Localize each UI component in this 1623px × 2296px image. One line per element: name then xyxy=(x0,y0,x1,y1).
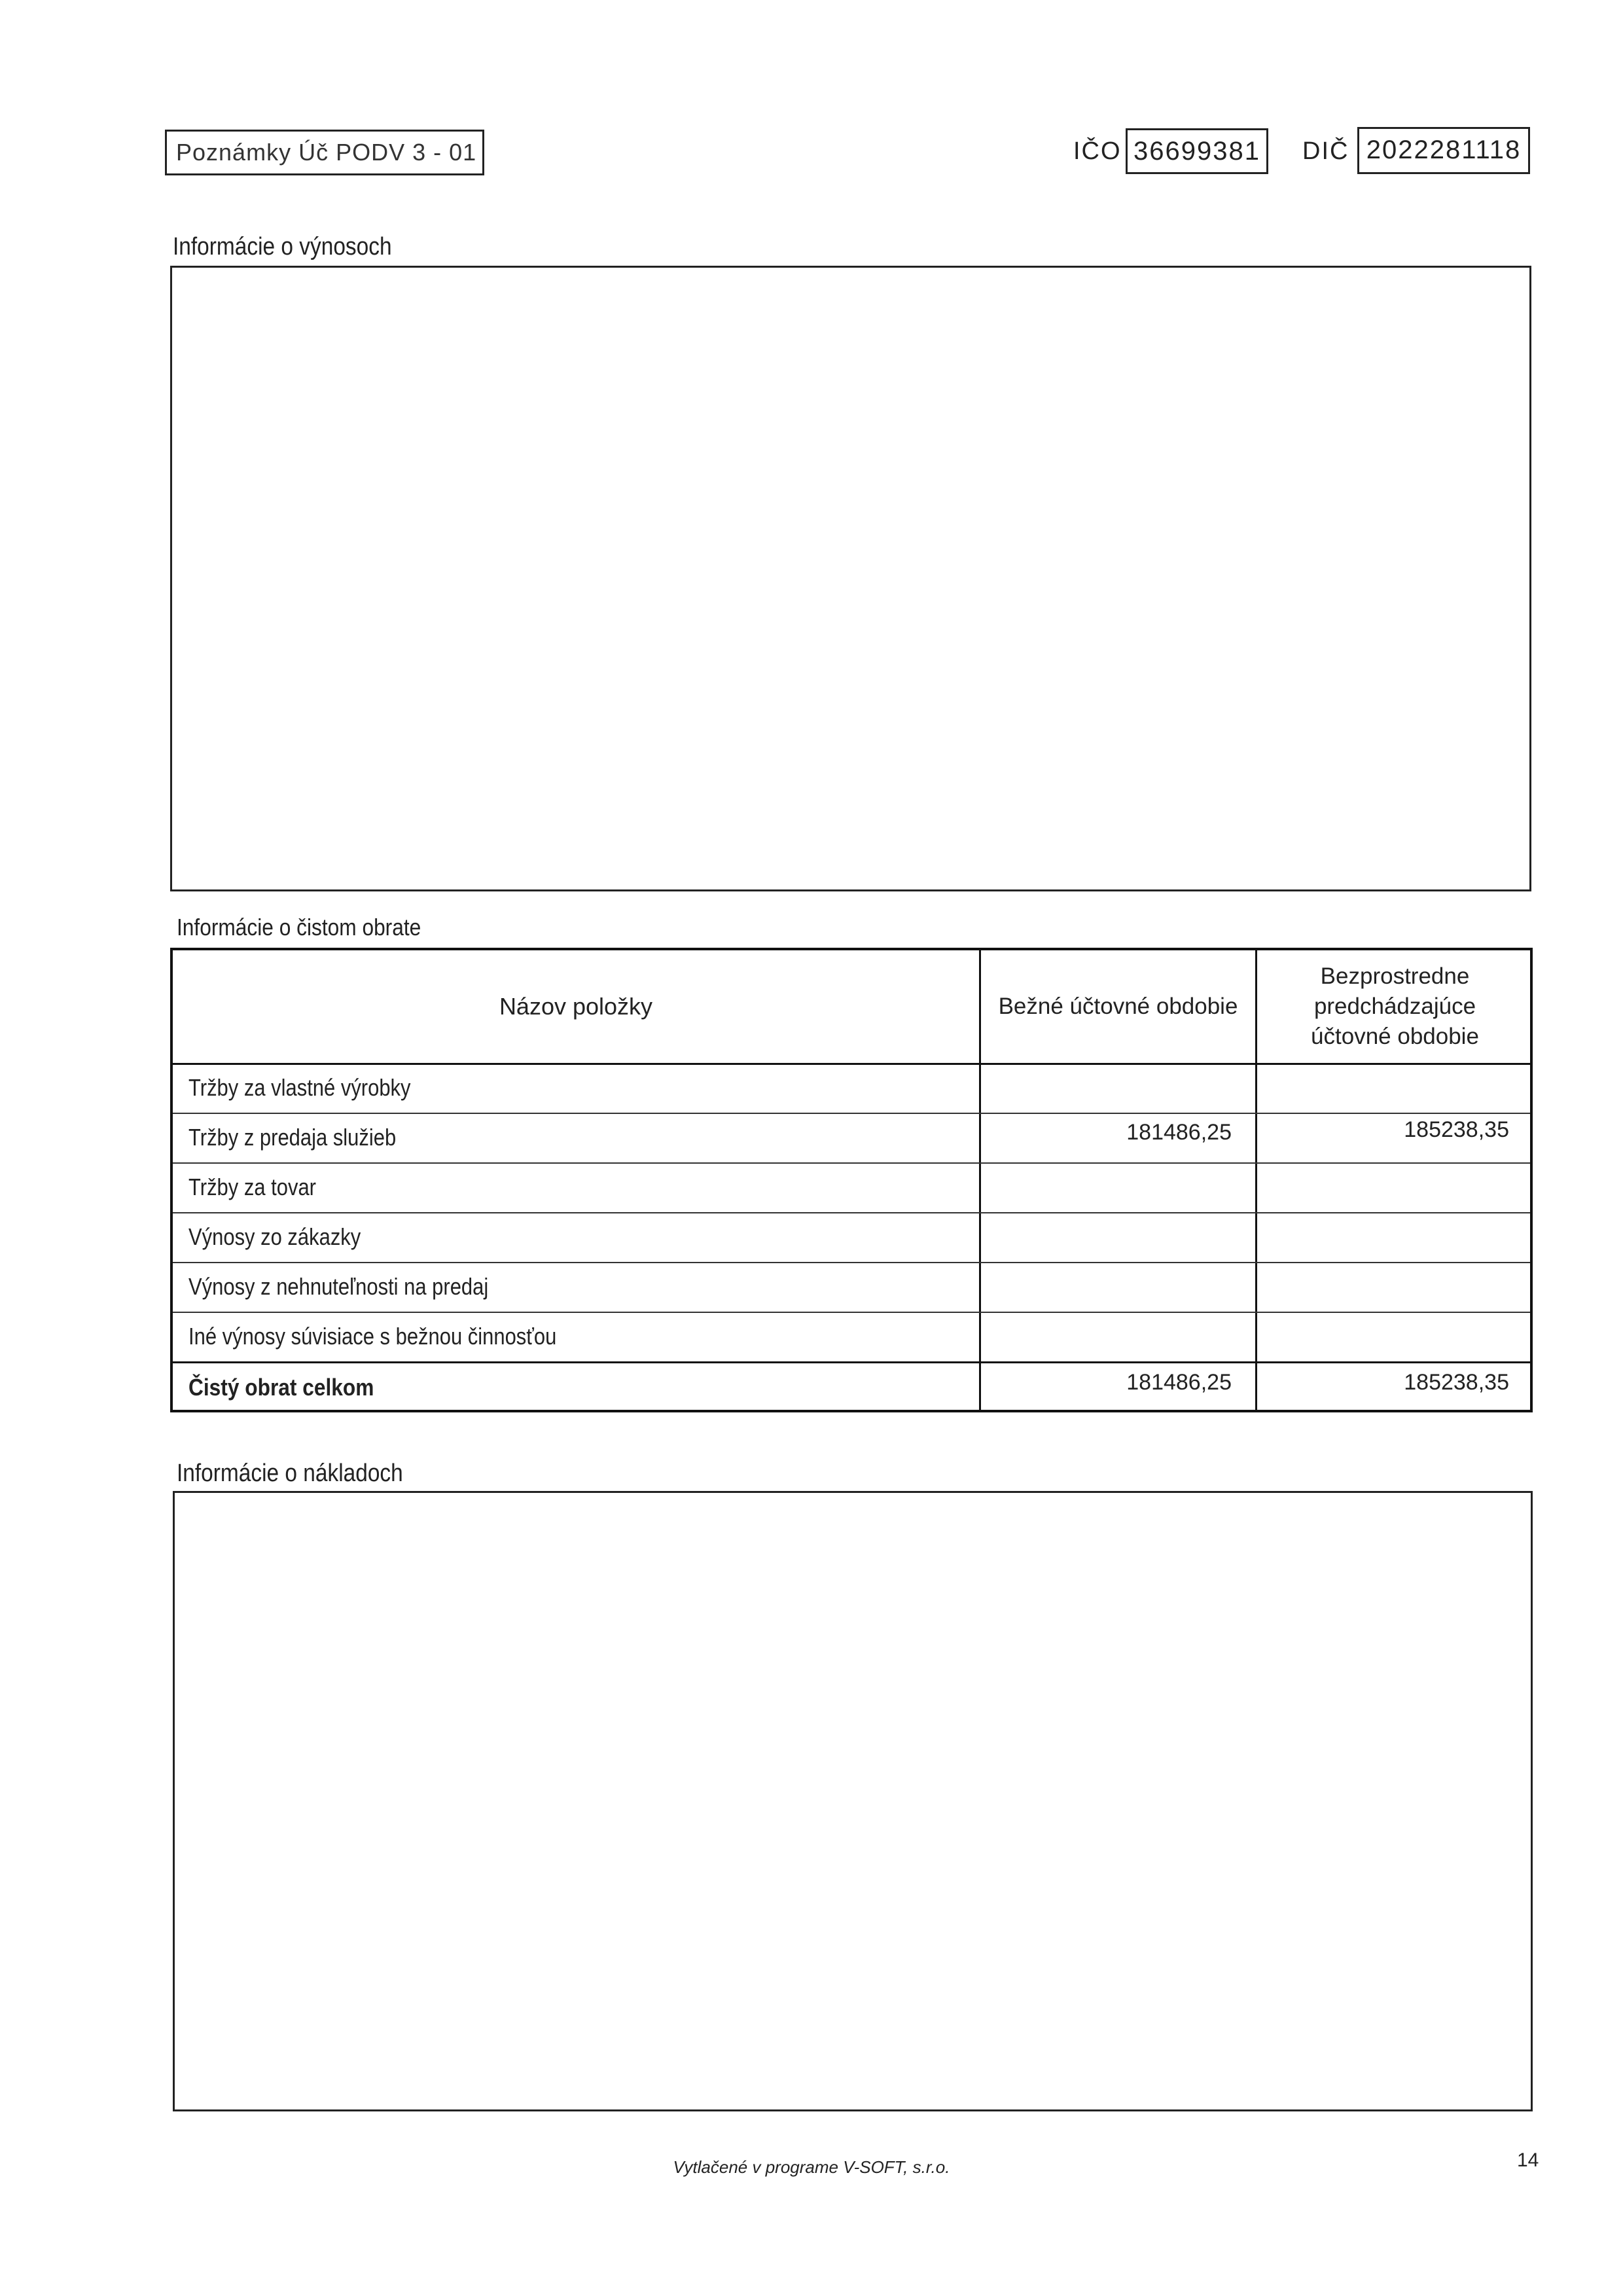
header-item-name xyxy=(173,950,979,1063)
row-divider xyxy=(173,1262,1530,1263)
row-divider xyxy=(173,1212,1530,1213)
revenue-info-box xyxy=(170,266,1531,891)
table-row-label: Iné výnosy súvisiace s bežnou činnosťou xyxy=(188,1323,557,1350)
net-turnover-table xyxy=(170,948,1533,1412)
table-cell-previous: 185238,35 xyxy=(1404,1117,1509,1142)
header-divider xyxy=(173,1063,1530,1065)
dic-label: DIČ xyxy=(1302,137,1349,165)
ico-value-box: 36699381 xyxy=(1126,128,1268,174)
table-total-current: 181486,25 xyxy=(1126,1370,1232,1395)
table-total-label: Čistý obrat celkom xyxy=(188,1374,374,1401)
table-cell-current: 181486,25 xyxy=(1126,1120,1232,1145)
cost-info-box xyxy=(173,1491,1533,2111)
dic-value-box: 2022281118 xyxy=(1357,127,1530,174)
header-previous-period xyxy=(1257,950,1533,1063)
total-divider xyxy=(173,1361,1530,1363)
table-row-label: Tržby za vlastné výrobky xyxy=(188,1074,411,1101)
form-id-box: Poznámky Úč PODV 3 - 01 xyxy=(165,130,484,175)
revenue-info-title: Informácie o výnosoch xyxy=(173,233,392,260)
cost-info-title: Informácie o nákladoch xyxy=(177,1460,403,1487)
row-divider xyxy=(173,1162,1530,1164)
table-row-label: Výnosy zo zákazky xyxy=(188,1223,361,1250)
header-current-period xyxy=(981,950,1255,1063)
net-turnover-title: Informácie o čistom obrate xyxy=(177,914,421,941)
header-previous-line2: predchádzajúce xyxy=(1313,994,1476,1019)
page-number: 14 xyxy=(1517,2149,1539,2171)
header-previous-line3: účtovné obdobie xyxy=(1311,1024,1479,1049)
table-total-previous: 185238,35 xyxy=(1404,1370,1509,1395)
row-divider xyxy=(173,1312,1530,1313)
ico-label: IČO xyxy=(1073,137,1122,165)
header-current-period-text: Bežné účtovné obdobie xyxy=(998,994,1238,1019)
header-item-name-text: Názov položky xyxy=(499,993,653,1020)
footer-printed-by: Vytlačené v programe V-SOFT, s.r.o. xyxy=(673,2157,950,2177)
table-row-label: Tržby za tovar xyxy=(188,1174,316,1200)
header-previous-line1: Bezprostredne xyxy=(1320,963,1470,989)
table-row-label: Výnosy z nehnuteľnosti na predaj xyxy=(188,1273,489,1300)
row-divider xyxy=(173,1113,1530,1114)
table-row-label: Tržby z predaja služieb xyxy=(188,1124,397,1151)
